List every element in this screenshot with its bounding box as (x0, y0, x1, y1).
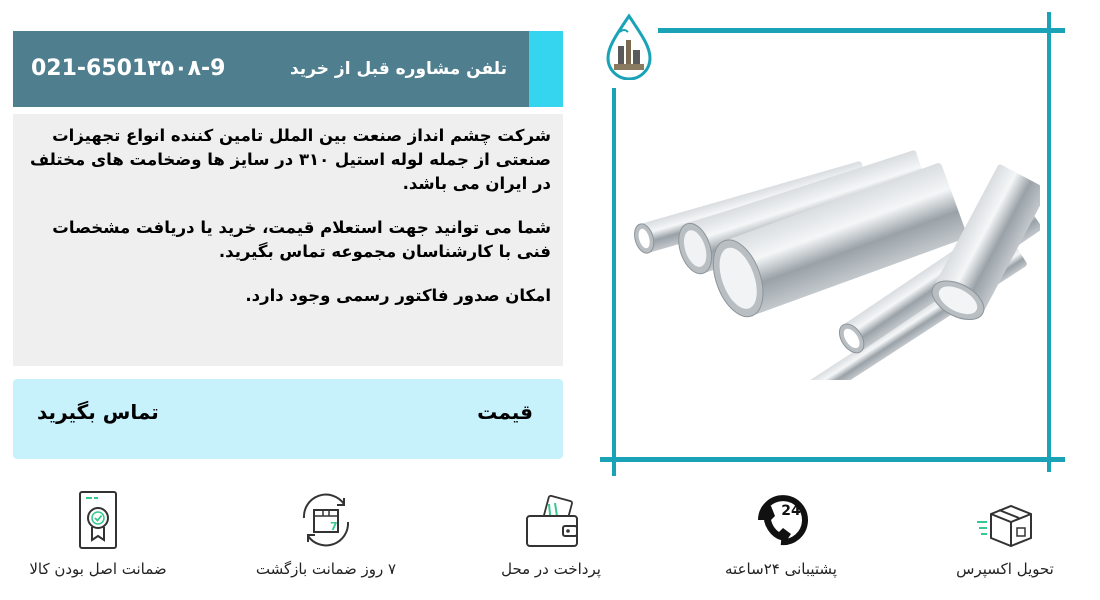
frame-bottom-line (600, 457, 1065, 462)
feature-label: تحویل اکسپرس (956, 560, 1054, 578)
feature-authenticity[interactable] (0, 488, 198, 588)
company-logo[interactable] (600, 12, 658, 80)
price-box (13, 379, 563, 459)
stainless-pipes-image (620, 140, 1040, 380)
wallet-icon (521, 488, 581, 554)
contact-label: تلفن مشاوره قبل از خرید (289, 59, 507, 79)
feature-label: ضمانت اصل بودن کالا (29, 560, 167, 578)
certificate-icon (68, 488, 128, 554)
frame-right-line (1047, 12, 1051, 472)
logo-drop-icon (600, 12, 658, 80)
product-description (13, 114, 563, 366)
contact-banner (13, 31, 563, 107)
feature-return-guarantee[interactable] (226, 488, 426, 588)
description-paragraph: شما می توانید جهت استعلام قیمت، خرید یا دریافت مشخصات فنی با کارشناسان مجموعه تماس بگیرید. (52, 218, 551, 261)
feature-cash-on-delivery[interactable] (451, 488, 651, 588)
price-label: قیمت (477, 400, 533, 424)
phone-number[interactable]: 021-6501۳۵۰۸-9 (31, 56, 226, 81)
description-paragraph: امکان صدور فاکتور رسمی وجود دارد. (245, 286, 551, 305)
feature-label: ۷ روز ضمانت بازگشت (255, 560, 397, 578)
feature-label: پرداخت در محل (501, 560, 601, 578)
svg-text:7: 7 (330, 520, 338, 533)
feature-label: پشتیبانی ۲۴ساعته (725, 560, 837, 578)
svg-text:24: 24 (781, 503, 801, 519)
return-box-icon (296, 488, 356, 554)
frame-left-line (612, 88, 616, 476)
feature-express-delivery[interactable] (905, 488, 1100, 588)
price-value[interactable]: تماس بگیرید (37, 400, 159, 424)
description-paragraph: شرکت چشم انداز صنعت بین الملل تامین کننده انواع تجهیزات صنعتی از جمله لوله استیل ۳۱۰ در سایز ها وضخامت های مختلف در ایران می باشد. (30, 126, 551, 193)
support-24-icon (751, 488, 811, 554)
frame-top-line (600, 28, 1065, 33)
banner-accent (529, 31, 563, 107)
feature-support[interactable] (681, 488, 881, 588)
delivery-box-icon (975, 488, 1035, 554)
